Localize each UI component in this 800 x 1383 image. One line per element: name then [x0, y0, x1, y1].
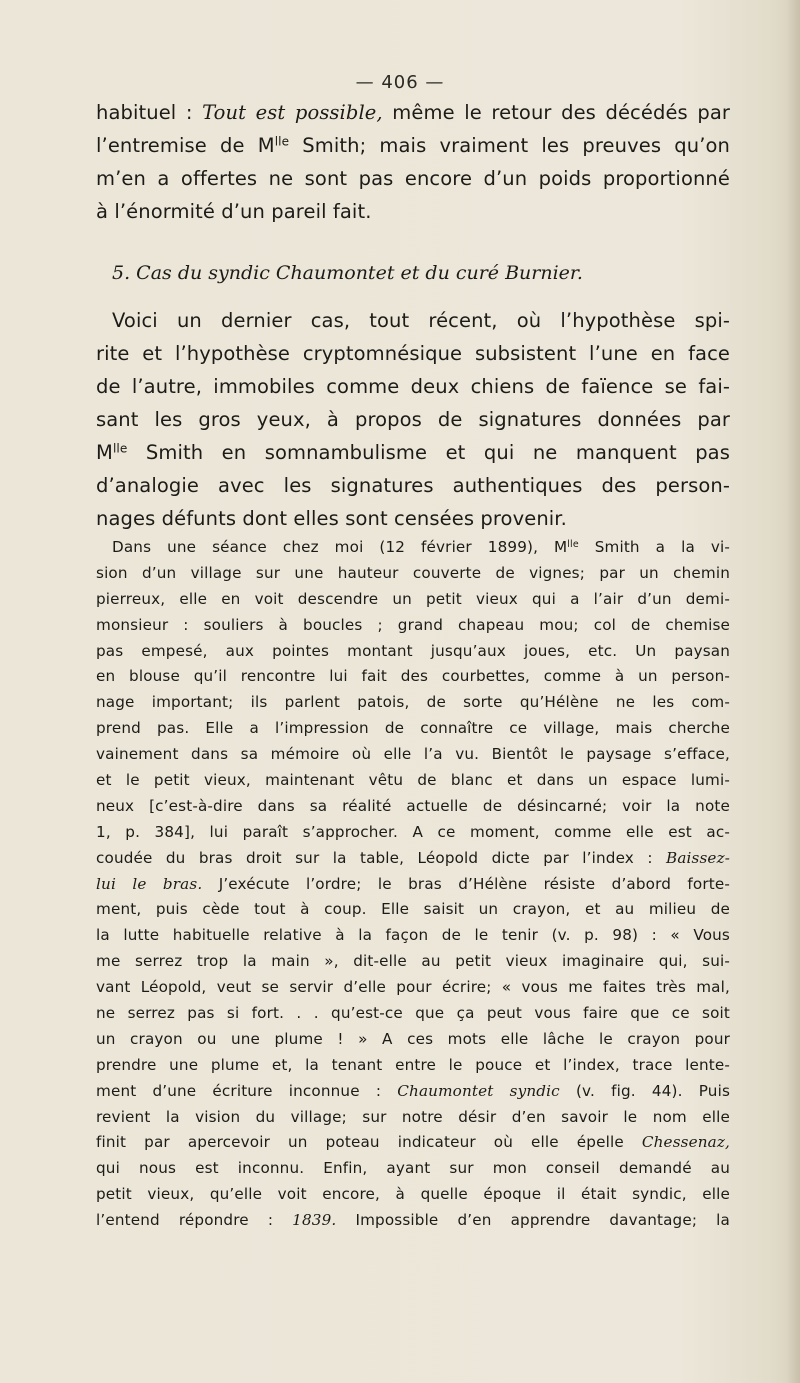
text-line: ment d’une écriture inconnue : Chaumontet syndic (v. fig. 44). Puis [96, 1081, 731, 1100]
text-line: ne serrez pas si fort. . . qu’est-ce que ça peut vous faire que ce soit [96, 1004, 730, 1023]
text-line: Voici un dernier cas, tout récent, où l’hypothèse spi- [112, 309, 730, 332]
text-line: habituel : Tout est possible, même le retour des décédés par [96, 101, 730, 124]
text-line: nage important; ils parlent patois, de sorte qu’Hélène ne les com- [96, 693, 730, 712]
text-line: 1, p. 384], lui paraît s’approcher. A ce moment, comme elle est ac- [96, 822, 730, 841]
text-line: en blouse qu’il rencontre lui fait des courbettes, comme à un person- [96, 667, 730, 686]
text-line: $M^{lle}$ Smith en somnambulisme et qui ne manquent pas [96, 441, 730, 464]
text-line: pierreux, elle en voit descendre un petit vieux qui a l’air d’un demi- [96, 589, 730, 608]
text-line: d’analogie avec les signatures authentiques des person- [96, 474, 730, 497]
text-line: prend pas. Elle a l’impression de connaître ce village, mais cherche [96, 719, 730, 738]
text-line: rite et l’hypothèse cryptomnésique subsistent l’une en face [96, 342, 730, 365]
text-line: me serrez trop la main », dit-elle au petit vieux imaginaire qui, sui- [96, 952, 730, 971]
text-line: l’entend répondre : 1839. Impossible d’en apprendre davantage; la [96, 1211, 731, 1230]
text-line: de l’autre, immobiles comme deux chiens de faïence se fai- [96, 375, 730, 398]
text-line: un crayon ou une plume ! » A ces mots elle lâche le crayon pour [96, 1029, 730, 1048]
main-paragraph [96, 304, 730, 535]
small-print-paragraph [96, 535, 730, 1234]
text-line: finit par apercevoir un poteau indicateur où elle épelle Chessenaz, [96, 1133, 730, 1152]
text-line: lui le bras. J’exécute l’ordre; le bras d’Hélène résiste d’abord forte- [96, 874, 730, 893]
text-line: qui nous est inconnu. Enfin, ayant sur mon conseil demandé au [96, 1159, 730, 1178]
text-line: vainement dans sa mémoire où elle l’a vu. Bientôt le paysage s’efface, [96, 745, 730, 764]
text-line: à l’énormité d’un pareil fait. [96, 200, 372, 223]
text-line: sant les gros yeux, à propos de signatures données par [96, 408, 730, 431]
text-line: et le petit vieux, maintenant vêtu de blanc et dans un espace lumi- [96, 771, 730, 790]
section-heading: 5. Cas du syndic Chaumontet et du curé Burnier. [112, 262, 583, 284]
text-line: la lutte habituelle relative à la façon de le tenir (v. p. 98) : « Vous [96, 926, 730, 945]
text-line: prendre une plume et, la tenant entre le pouce et l’index, trace lente- [96, 1055, 730, 1074]
text-line: Dans une séance chez moi (12 février 1899), $M^{lle}$ Smith a la vi- [112, 538, 730, 556]
text-line: revient la vision du village; sur notre désir d’en savoir le nom elle [96, 1107, 730, 1126]
text-line: vant Léopold, veut se servir d’elle pour écrire; « vous me faites très mal, [96, 978, 730, 997]
text-line: ment, puis cède tout à coup. Elle saisit un crayon, et au milieu de [96, 900, 730, 919]
intro-paragraph [96, 96, 730, 228]
text-line: m’en a offertes ne sont pas encore d’un poids proportionné [96, 167, 730, 190]
page-number: — 406 — [355, 72, 445, 93]
text-line: pas empesé, aux pointes montant jusqu’aux joues, etc. Un paysan [96, 641, 730, 660]
text-line: petit vieux, qu’elle voit encore, à quelle époque il était syndic, elle [96, 1185, 730, 1204]
page-edge-shadow [786, 0, 800, 1383]
text-line: monsieur : souliers à boucles ; grand chapeau mou; col de chemise [96, 615, 730, 634]
text-line: nages défunts dont elles sont censées provenir. [96, 507, 567, 530]
text-line: l’entremise de $M^{lle}$ Smith; mais vraiment les preuves qu’on [96, 134, 730, 157]
text-line: coudée du bras droit sur la table, Léopold dicte par l’index : Baissez- [96, 848, 730, 867]
text-line: neux [c’est-à-dire dans sa réalité actuelle de désincarné; voir la note [96, 796, 730, 815]
text-line: sion d’un village sur une hauteur couverte de vignes; par un chemin [96, 563, 730, 582]
